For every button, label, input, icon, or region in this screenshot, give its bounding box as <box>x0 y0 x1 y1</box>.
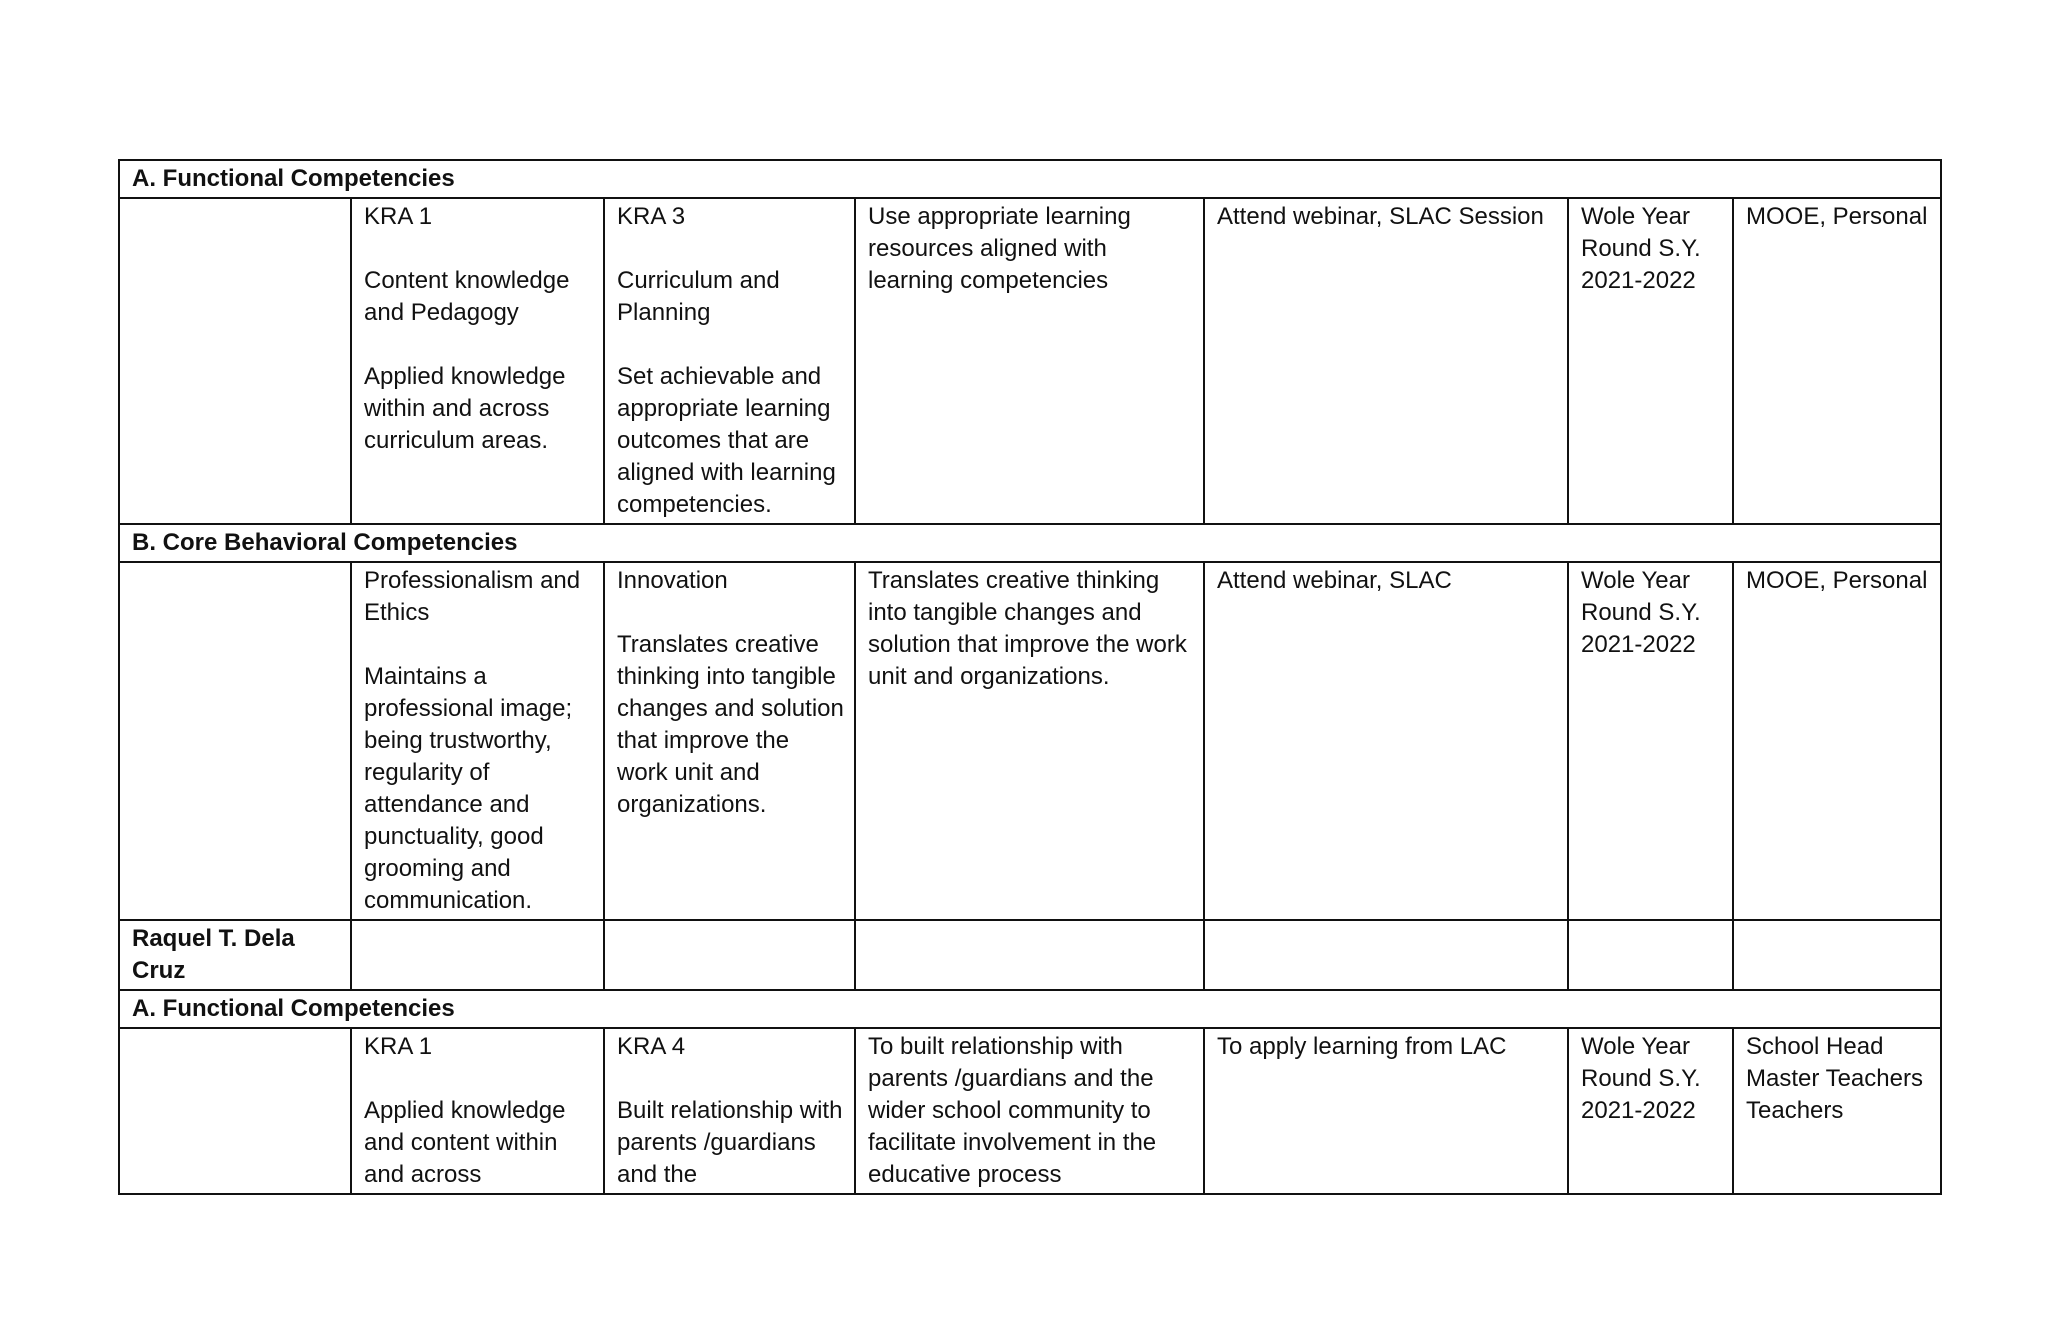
kra-label: KRA 1 <box>364 1033 433 1060</box>
intervention-cell: To apply learning from LAC <box>1204 1028 1568 1194</box>
section-header-core-behavioral-competencies: B. Core Behavioral Competencies <box>119 524 1941 562</box>
name-cell <box>119 1028 351 1194</box>
name-cell <box>119 198 351 524</box>
kra-area: Curriculum and Planning <box>617 267 780 326</box>
empty-cell <box>351 920 604 990</box>
resources-cell: MOOE, Personal <box>1733 562 1941 920</box>
competency-description: Maintains a professional image; being trustworthy, regularity of attendance and punctuality, good grooming and communication. <box>364 663 573 914</box>
competency-cell <box>604 562 855 920</box>
intervention-cell: Attend webinar, SLAC <box>1204 562 1568 920</box>
table-row <box>119 198 1941 524</box>
kra-description: Applied knowledge within and across curriculum areas. <box>364 363 566 454</box>
development-plan-table <box>118 159 1942 1195</box>
competency-cell <box>604 1028 855 1194</box>
competency-title: Professionalism and Ethics <box>364 567 581 626</box>
timeline-cell: Wole Year Round S.Y. 2021-2022 <box>1568 198 1733 524</box>
competency-title: Innovation <box>617 567 728 594</box>
section-row <box>119 524 1941 562</box>
empty-cell <box>1733 920 1941 990</box>
timeline-cell: Wole Year Round S.Y. 2021-2022 <box>1568 1028 1733 1194</box>
competency-cell <box>351 562 604 920</box>
empty-cell <box>855 920 1204 990</box>
kra-label: KRA 1 <box>364 203 433 230</box>
kra-description: Set achievable and appropriate learning outcomes that are aligned with learning competencies. <box>617 363 836 518</box>
kra-label: KRA 3 <box>617 203 686 230</box>
table-row <box>119 562 1941 920</box>
objective-cell: To built relationship with parents /guardians and the wider school community to facilitate involvement in the educative process <box>855 1028 1204 1194</box>
section-row <box>119 160 1941 198</box>
section-header-functional-competencies: A. Functional Competencies <box>119 990 1941 1028</box>
competency-cell <box>351 198 604 524</box>
empty-cell <box>1204 920 1568 990</box>
teacher-name: Raquel T. Dela Cruz <box>119 920 351 990</box>
intervention-cell: Attend webinar, SLAC Session <box>1204 198 1568 524</box>
kra-area: Content knowledge and Pedagogy <box>364 267 570 326</box>
resources-cell <box>1733 1028 1941 1194</box>
objective-cell: Translates creative thinking into tangible changes and solution that improve the work unit and organizations. <box>855 562 1204 920</box>
table-row <box>119 920 1941 990</box>
timeline-cell: Wole Year Round S.Y. 2021-2022 <box>1568 562 1733 920</box>
table-row <box>119 1028 1941 1194</box>
objective-cell: Use appropriate learning resources aligned with learning competencies <box>855 198 1204 524</box>
kra-label: KRA 4 <box>617 1033 686 1060</box>
resource-item: School Head <box>1746 1033 1884 1060</box>
empty-cell <box>604 920 855 990</box>
competency-cell <box>604 198 855 524</box>
resource-item: Master Teachers <box>1746 1065 1923 1092</box>
section-header-functional-competencies: A. Functional Competencies <box>119 160 1941 198</box>
kra-description: Built relationship with parents /guardians and the <box>617 1097 843 1188</box>
empty-cell <box>1568 920 1733 990</box>
resource-item: Teachers <box>1746 1097 1844 1124</box>
section-row <box>119 990 1941 1028</box>
kra-description: Applied knowledge and content within and across <box>364 1097 566 1188</box>
competency-cell <box>351 1028 604 1194</box>
name-cell <box>119 562 351 920</box>
competency-description: Translates creative thinking into tangible changes and solution that improve the work unit and organizations. <box>617 631 844 818</box>
resources-cell: MOOE, Personal <box>1733 198 1941 524</box>
